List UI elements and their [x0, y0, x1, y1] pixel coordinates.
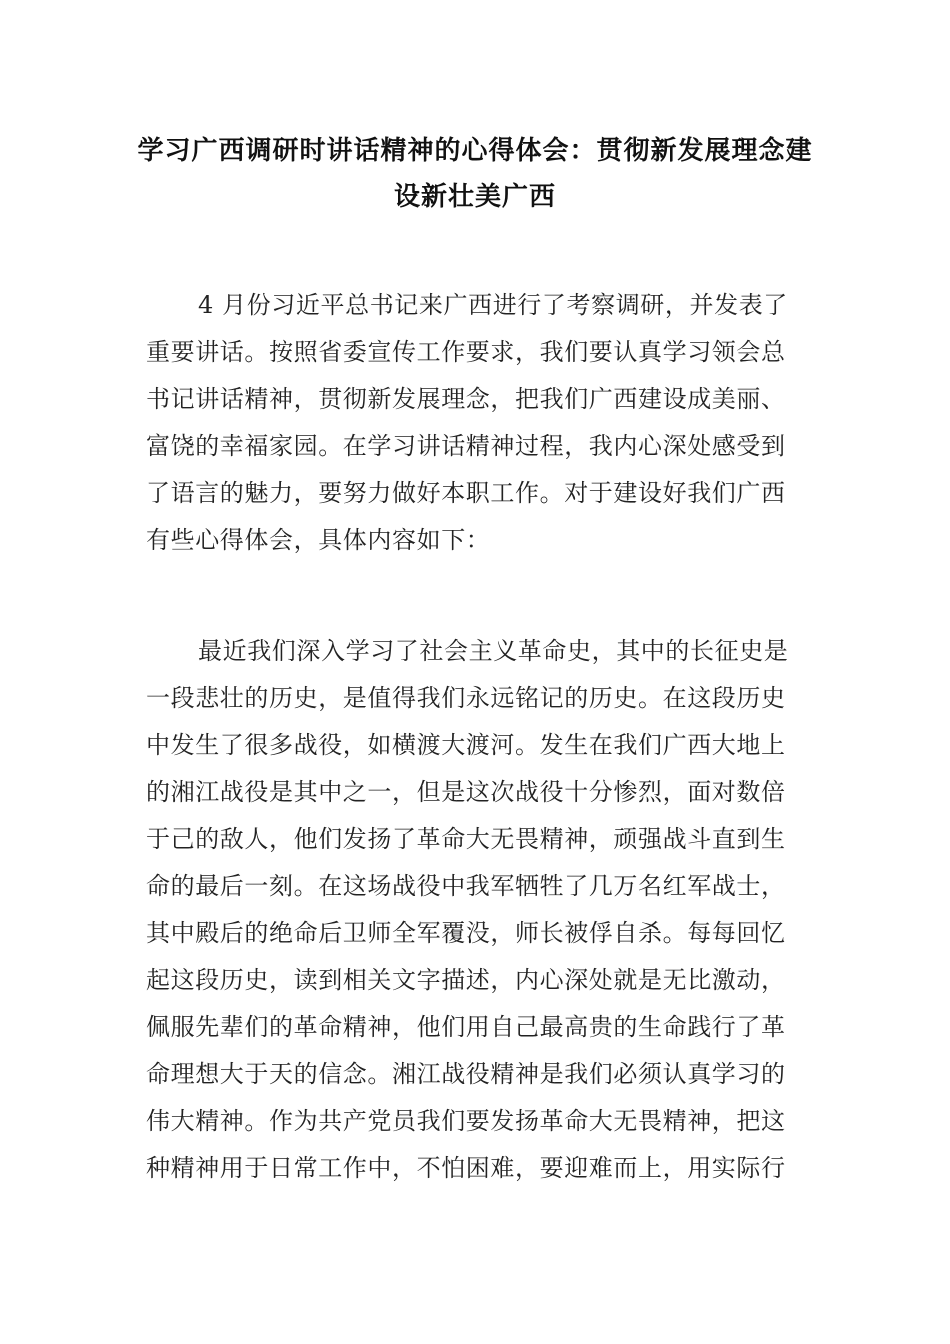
paragraph-line: 中发生了很多战役，如横渡大渡河。发生在我们广西大地上	[146, 731, 786, 759]
paragraph-line: 佩服先辈们的革命精神，他们用自己最高贵的生命践行了革	[146, 1013, 786, 1041]
paragraph-line: 一段悲壮的历史，是值得我们永远铭记的历史。在这段历史	[146, 684, 786, 712]
paragraph-line: 伟大精神。作为共产党员我们要发扬革命大无畏精神，把这	[146, 1107, 786, 1135]
paragraph-line: 书记讲话精神，贯彻新发展理念，把我们广西建设成美丽、	[146, 385, 786, 413]
paragraph-line: 种精神用于日常工作中，不怕困难，要迎难而上，用实际行	[146, 1154, 786, 1182]
paragraph-line: 富饶的幸福家园。在学习讲话精神过程，我内心深处感受到	[146, 432, 786, 460]
paragraph-line: 最近我们深入学习了社会主义革命史，其中的长征史是	[198, 637, 789, 665]
paragraph-line: 命理想大于天的信念。湘江战役精神是我们必须认真学习的	[146, 1060, 786, 1088]
paragraph-line: 了语言的魅力，要努力做好本职工作。对于建设好我们广西	[146, 479, 786, 507]
paragraph-history	[146, 628, 811, 1192]
paragraph-line: 重要讲话。按照省委宣传工作要求，我们要认真学习领会总	[146, 338, 786, 366]
paragraph-line: 4 月份习近平总书记来广西进行了考察调研，并发表了	[198, 291, 788, 319]
paragraph-line: 于己的敌人，他们发扬了革命大无畏精神，顽强战斗直到生	[146, 825, 786, 853]
paragraph-line: 有些心得体会，具体内容如下：	[146, 526, 491, 554]
title-line: 学习广西调研时讲话精神的心得体会：贯彻新发展理念建	[137, 136, 813, 166]
paragraph-line: 起这段历史，读到相关文字描述，内心深处就是无比激动，	[146, 966, 786, 994]
document-title	[130, 128, 820, 220]
paragraph-intro	[146, 282, 811, 564]
paragraph-line: 的湘江战役是其中之一，但是这次战役十分惨烈，面对数倍	[146, 778, 786, 806]
paragraph-line: 命的最后一刻。在这场战役中我军牺牲了几万名红军战士，	[146, 872, 786, 900]
paragraph-line: 其中殿后的绝命后卫师全军覆没，师长被俘自杀。每每回忆	[146, 919, 786, 947]
title-line: 设新壮美广西	[393, 182, 556, 212]
